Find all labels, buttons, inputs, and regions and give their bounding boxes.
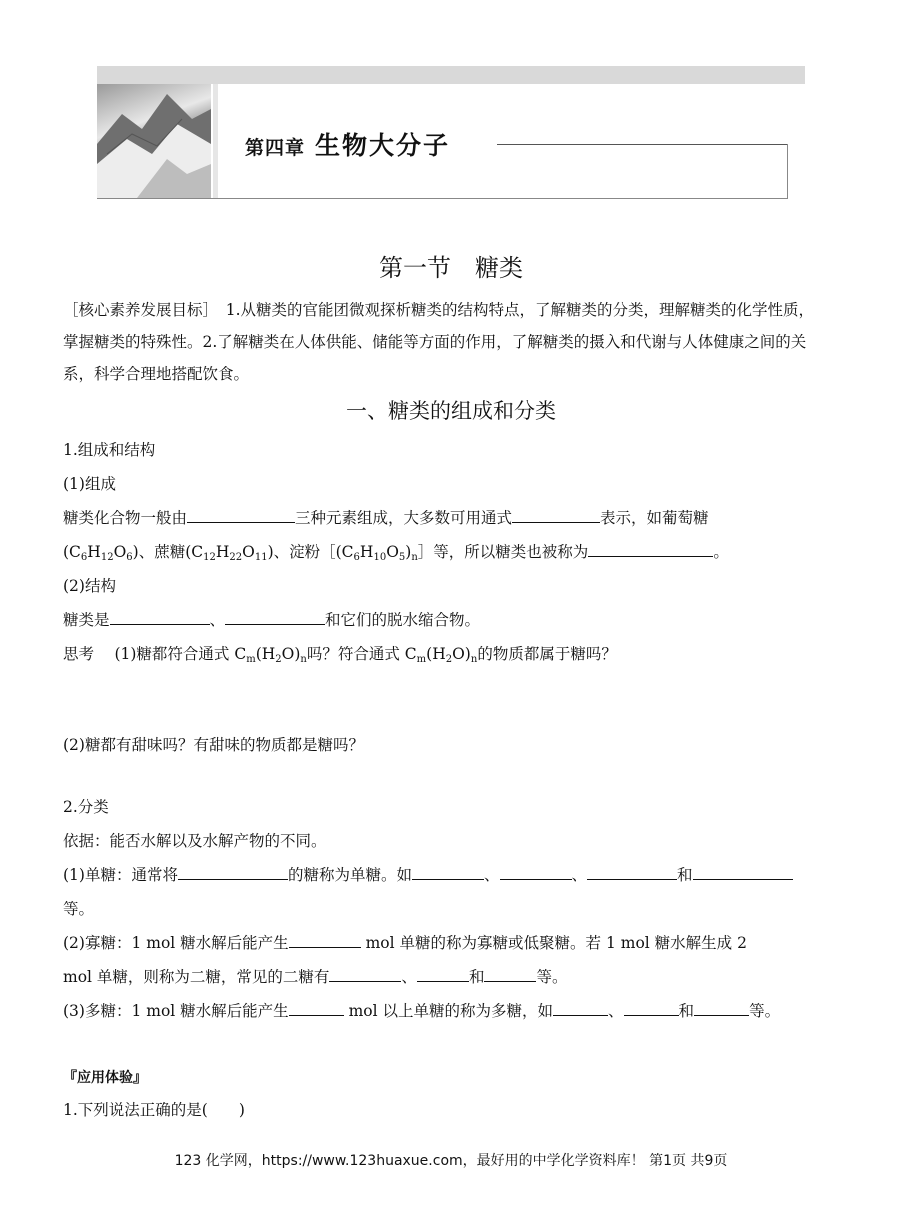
text: (H [255, 645, 276, 663]
text: (2)寡糖：1 mol 糖水解后能产生 [63, 934, 289, 952]
text: mol 以上单糖的称为多糖，如 [348, 1002, 554, 1020]
blank-mono-4[interactable] [693, 865, 793, 880]
think-question-2: (2)糖都有甜味吗？有甜味的物质都是糖吗？ [63, 736, 364, 754]
text: (H [426, 645, 446, 663]
text: 吗？符合通式 C [306, 645, 417, 663]
blank-poly-count[interactable] [289, 1001, 344, 1016]
blank-mono-def[interactable] [178, 865, 288, 880]
apply-title: 『应用体验』 [63, 1070, 147, 1086]
text: (C [63, 543, 81, 561]
sub: 12 [100, 552, 114, 563]
text: )、淀粉［(C [267, 543, 354, 561]
sub: m [416, 654, 427, 665]
sub: 6 [353, 552, 360, 563]
text: 的物质都属于糖吗？ [477, 645, 617, 663]
banner-top-bar [97, 66, 805, 84]
text: 三种元素组成，大多数可用通式 [295, 509, 513, 527]
blank-di-2[interactable] [417, 967, 469, 982]
text: 。 [713, 543, 729, 561]
apply-question-1: 1.下列说法正确的是( ) [63, 1101, 245, 1119]
text: 和 [677, 866, 693, 884]
text: 和它们的脱水缩合物。 [325, 611, 481, 629]
sub: 22 [229, 552, 243, 563]
blank-poly-1[interactable] [553, 1001, 608, 1016]
text: 表示，如葡萄糖 [600, 509, 709, 527]
sub: 2 [445, 654, 453, 665]
text: )、蔗糖(C [132, 543, 204, 561]
text: 和 [678, 1002, 695, 1020]
s2-title: 2.分类 [63, 798, 109, 816]
sub: 6 [80, 552, 88, 563]
chapter-heading [245, 126, 450, 162]
blank-elements[interactable] [187, 508, 295, 523]
text: 和 [468, 968, 485, 986]
structure-line [63, 610, 480, 630]
sub: 2 [275, 654, 282, 665]
think-question-1 [63, 644, 617, 664]
text: 、 [608, 1002, 624, 1020]
banner-frame-bottom [97, 198, 788, 199]
s1-title: 1.组成和结构 [63, 441, 156, 459]
monosaccharide-line [63, 865, 793, 885]
text: O) [281, 645, 301, 663]
text: H [359, 543, 374, 561]
text: 的糖称为单糖。如 [287, 866, 412, 884]
text: 、 [571, 866, 588, 884]
goals-line-2: 掌握糖类的特殊性。2.了解糖类在人体供能、储能等方面的作用，了解糖类的摄入和代谢与人体健康之间的关 [63, 333, 807, 351]
text: (1)单糖：通常将 [63, 866, 178, 884]
chapter-banner [97, 66, 805, 208]
blank-di-1[interactable] [329, 967, 401, 982]
text: H [87, 543, 101, 561]
text: 、 [209, 611, 226, 629]
mountain-photo [97, 84, 211, 198]
goals-line-1: ［核心素养发展目标］ 1.从糖类的官能团微观探析糖类的结构特点，了解糖类的分类，理解糖类的化学性质， [63, 301, 815, 319]
text: mol 单糖，则称为二糖，常见的二糖有 [63, 968, 330, 986]
text: O [242, 543, 255, 561]
oligosaccharide-line [63, 933, 747, 953]
s1-sub1: (1)组成 [63, 475, 116, 493]
blank-formula[interactable] [512, 508, 600, 523]
chapter-label: 第四章 [245, 137, 306, 159]
blank-mono-2[interactable] [500, 865, 572, 880]
banner-separator [213, 84, 218, 198]
text: 糖类是 [63, 611, 110, 629]
sub: m [246, 654, 256, 665]
blank-poly-3[interactable] [694, 1001, 749, 1016]
blank-mono-3[interactable] [587, 865, 677, 880]
blank-structure-1[interactable] [110, 610, 210, 625]
text: 、 [483, 866, 500, 884]
goals-line-3: 系，科学合理地搭配饮食。 [63, 365, 250, 383]
text: O [386, 543, 399, 561]
text: ) [405, 543, 412, 561]
sub: 5 [398, 552, 406, 563]
sub: n [411, 552, 418, 563]
banner-frame-right [787, 144, 788, 199]
text: 等。 [749, 1002, 781, 1020]
text: (1)糖都符合通式 C [114, 645, 247, 663]
monosaccharide-end: 等。 [63, 900, 95, 918]
section-title: 第一节 糖类 [379, 254, 523, 282]
text: H [215, 543, 230, 561]
text: mol 单糖的称为寡糖或低聚糖。若 1 mol 糖水解生成 2 [365, 934, 747, 952]
polysaccharide-line [63, 1001, 780, 1021]
page-footer: 123 化学网，https://www.123huaxue.com，最好用的中学化学资料库！ 第1页 共9页 [174, 1153, 728, 1169]
sub: 11 [254, 552, 268, 563]
chapter-title: 生物大分子 [315, 131, 451, 160]
heading-composition: 一、糖类的组成和分类 [346, 399, 556, 423]
disaccharide-line [63, 967, 567, 987]
text: ］等，所以糖类也被称为 [417, 543, 589, 561]
composition-line [63, 508, 709, 528]
examples-line [63, 542, 729, 562]
text: 、 [401, 968, 417, 986]
sub: 6 [126, 552, 133, 563]
text: 等。 [536, 968, 568, 986]
text: (3)多糖：1 mol 糖水解后能产生 [63, 1002, 289, 1020]
blank-alias[interactable] [588, 542, 713, 557]
sub: n [470, 654, 478, 665]
s1-sub2: (2)结构 [63, 577, 116, 595]
blank-structure-2[interactable] [225, 610, 325, 625]
blank-mono-1[interactable] [412, 865, 484, 880]
blank-poly-2[interactable] [624, 1001, 679, 1016]
text: 糖类化合物一般由 [63, 509, 188, 527]
blank-oligo-count[interactable] [289, 933, 361, 948]
think-label: 思考 [63, 645, 95, 663]
s2-basis: 依据：能否水解以及水解产物的不同。 [63, 832, 327, 850]
sub: 10 [373, 552, 387, 563]
sub: 12 [203, 552, 216, 563]
banner-rule [497, 144, 787, 145]
blank-di-3[interactable] [484, 967, 536, 982]
text: O [113, 543, 127, 561]
sub: n [300, 654, 307, 665]
text: O) [452, 645, 471, 663]
